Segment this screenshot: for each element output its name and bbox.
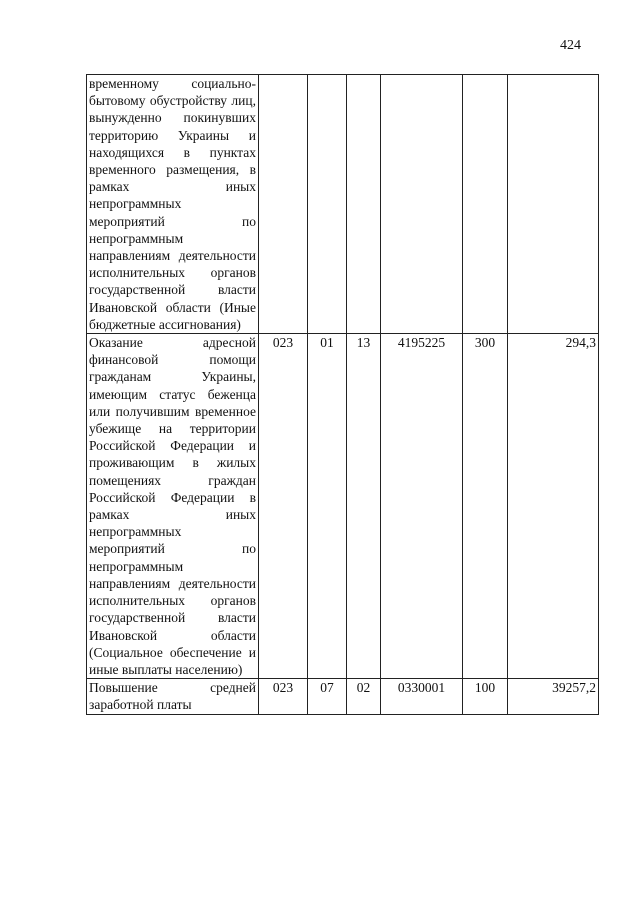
table-row [87,679,599,714]
target-article-code: 0330001 [381,679,463,714]
subsection-code: 02 [347,679,381,714]
expense-type-code: 300 [463,334,508,679]
expense-type-code [463,75,508,334]
row-description: временному социально-бытовому обустройству лиц, вынужденно покинувших территорию Украины и находящихся в пунктах временного размещения, в рамках иных непрограммных мероприятий по непрограммным направлениям деятельности исполнительных органов государственной власти Ивановской области (Иные бюджетные ассигнования) [87,75,259,334]
row-description: Оказание адресной финансовой помощи гражданам Украины, имеющим статус беженца или получившим временное убежище на территории Российской Федерации и проживающим в жилых помещениях граждан Российской Федерации в рамках иных непрограммных мероприятий по непрограммным направлениям деятельности исполнительных органов государственной власти Ивановской области (Социальное обеспечение и иные выплаты населению) [87,334,259,679]
amount [508,75,599,334]
amount: 294,3 [508,334,599,679]
section-code: 07 [308,679,347,714]
expense-type-code: 100 [463,679,508,714]
ministry-code: 023 [259,334,308,679]
amount: 39257,2 [508,679,599,714]
ministry-code: 023 [259,679,308,714]
budget-table [86,74,599,715]
row-description: Повышение средней заработной платы [87,679,259,714]
target-article-code [381,75,463,334]
section-code: 01 [308,334,347,679]
ministry-code [259,75,308,334]
target-article-code: 4195225 [381,334,463,679]
table-row [87,334,599,679]
subsection-code [347,75,381,334]
table-row [87,75,599,334]
subsection-code: 13 [347,334,381,679]
page-number: 424 [560,38,581,53]
section-code [308,75,347,334]
